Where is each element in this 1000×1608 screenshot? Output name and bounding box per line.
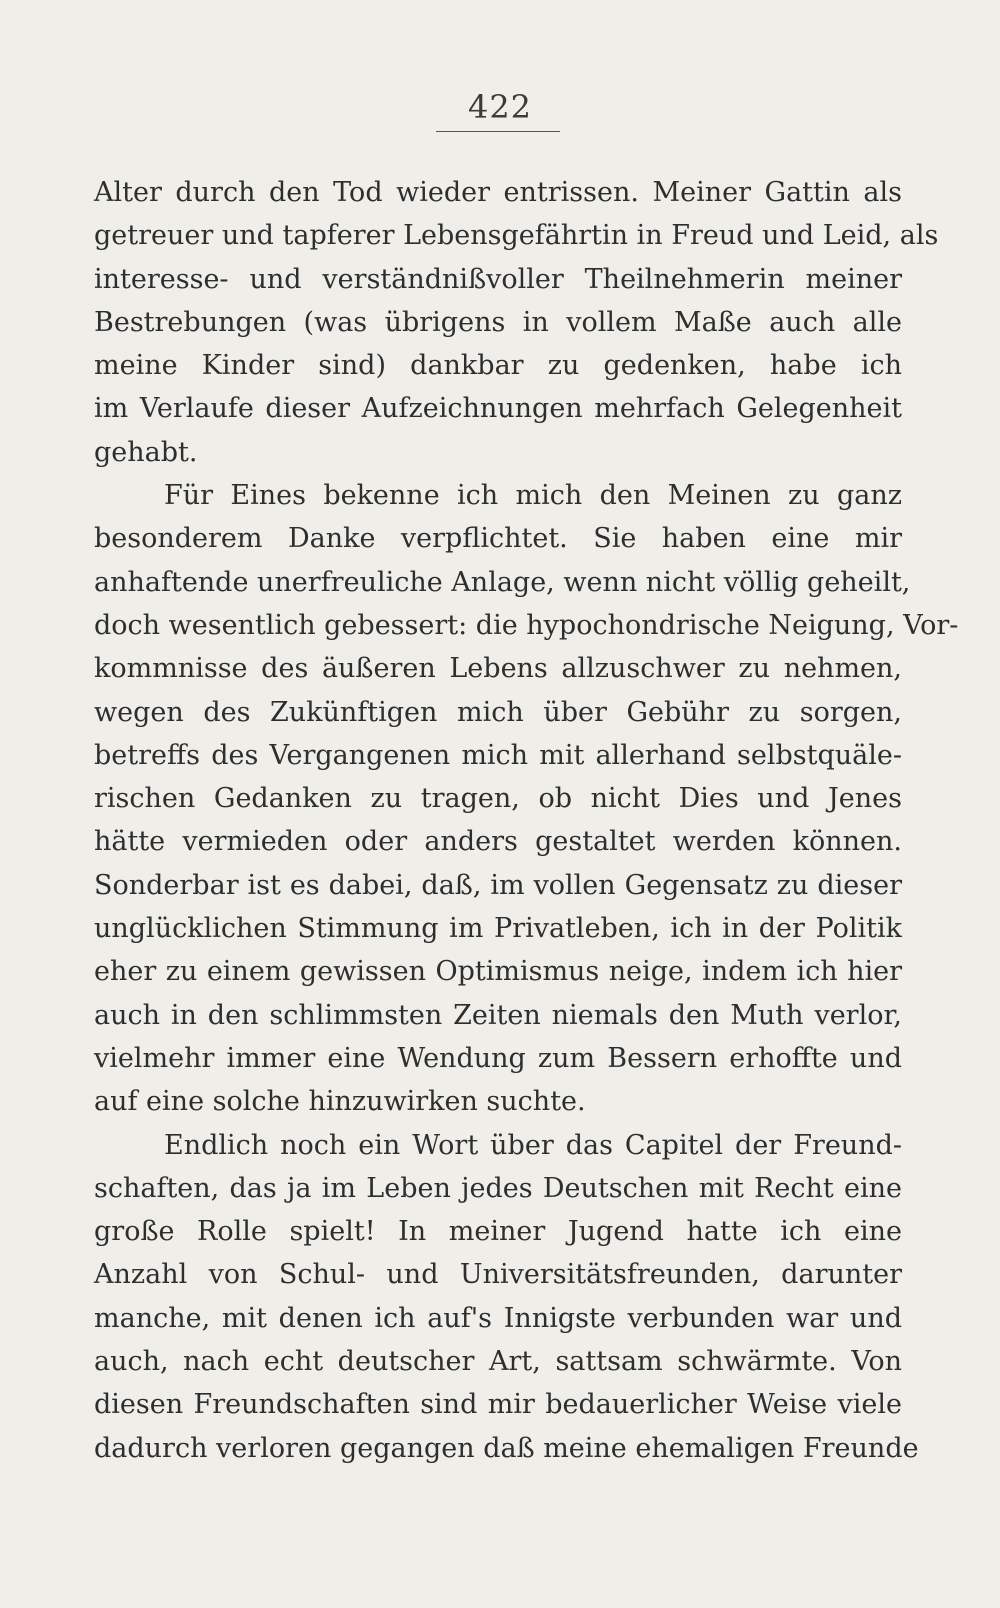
body-text	[94, 171, 959, 1470]
text-line: vielmehr immer eine Wendung zum Bessern erhoffte und	[94, 1042, 902, 1074]
page-number: 422	[467, 88, 533, 126]
text-line: betreffs des Vergangenen mich mit allerhand selbstquäle-	[94, 739, 902, 771]
text-line: interesse- und verständnißvoller Theilnehmerin meiner	[94, 263, 902, 295]
text-line: Alter durch den Tod wieder entrissen. Meiner Gattin als	[94, 177, 902, 208]
text-line: im Verlaufe dieser Aufzeichnungen mehrfach Gelegenheit	[94, 393, 902, 425]
text-line: dadurch verloren gegangen daß meine ehemaligen Freunde	[94, 1432, 919, 1464]
text-line: manche, mit denen ich auf's Innigste verbunden war und	[94, 1302, 902, 1334]
text-line: Sonderbar ist es dabei, daß, im vollen Gegensatz zu dieser	[94, 869, 902, 901]
text-line: schaften, das ja im Leben jedes Deutschen mit Recht eine	[94, 1172, 902, 1204]
text-line: auch in den schlimmsten Zeiten niemals den Muth verlor,	[94, 999, 902, 1031]
text-line: unglücklichen Stimmung im Privatleben, ich in der Politik	[94, 913, 902, 945]
text-line: kommnisse des äußeren Lebens allzuschwer zu nehmen,	[94, 653, 902, 685]
text-line: hätte vermieden oder anders gestaltet werden können.	[94, 826, 902, 858]
header-rule	[436, 131, 560, 132]
text-line: wegen des Zukünftigen mich über Gebühr zu sorgen,	[94, 696, 902, 728]
text-line: große Rolle spielt! In meiner Jugend hatte ich eine	[94, 1216, 902, 1248]
text-line: Für Eines bekenne ich mich den Meinen zu ganz	[164, 480, 902, 512]
text-line: auch, nach echt deutscher Art, sattsam schwärmte. Von	[94, 1346, 902, 1378]
text-line: rischen Gedanken zu tragen, ob nicht Dies und Jenes	[94, 783, 902, 815]
text-line: doch wesentlich gebessert: die hypochondrische Neigung, Vor-	[94, 609, 959, 641]
text-line: eher zu einem gewissen Optimismus neige, indem ich hier	[94, 956, 902, 988]
text-line: Endlich noch ein Wort über das Capitel der Freund-	[164, 1129, 902, 1161]
text-line: besonderem Danke verpflichtet. Sie haben eine mir	[94, 523, 902, 555]
text-line: auf eine solche hinzuwirken suchte.	[94, 1086, 586, 1118]
text-line: getreuer und tapferer Lebensgefährtin in Freud und Leid, als	[94, 220, 939, 252]
text-line: meine Kinder sind) dankbar zu gedenken, habe ich	[94, 350, 902, 382]
text-line: anhaftende unerfreuliche Anlage, wenn nicht völlig geheilt,	[94, 566, 911, 598]
text-line: Bestrebungen (was übrigens in vollem Maße auch alle	[94, 306, 902, 338]
text-line: Anzahl von Schul- und Universitätsfreunden, darunter	[94, 1259, 902, 1291]
text-line: diesen Freundschaften sind mir bedauerlicher Weise viele	[94, 1389, 902, 1421]
text-line: gehabt.	[94, 436, 198, 468]
